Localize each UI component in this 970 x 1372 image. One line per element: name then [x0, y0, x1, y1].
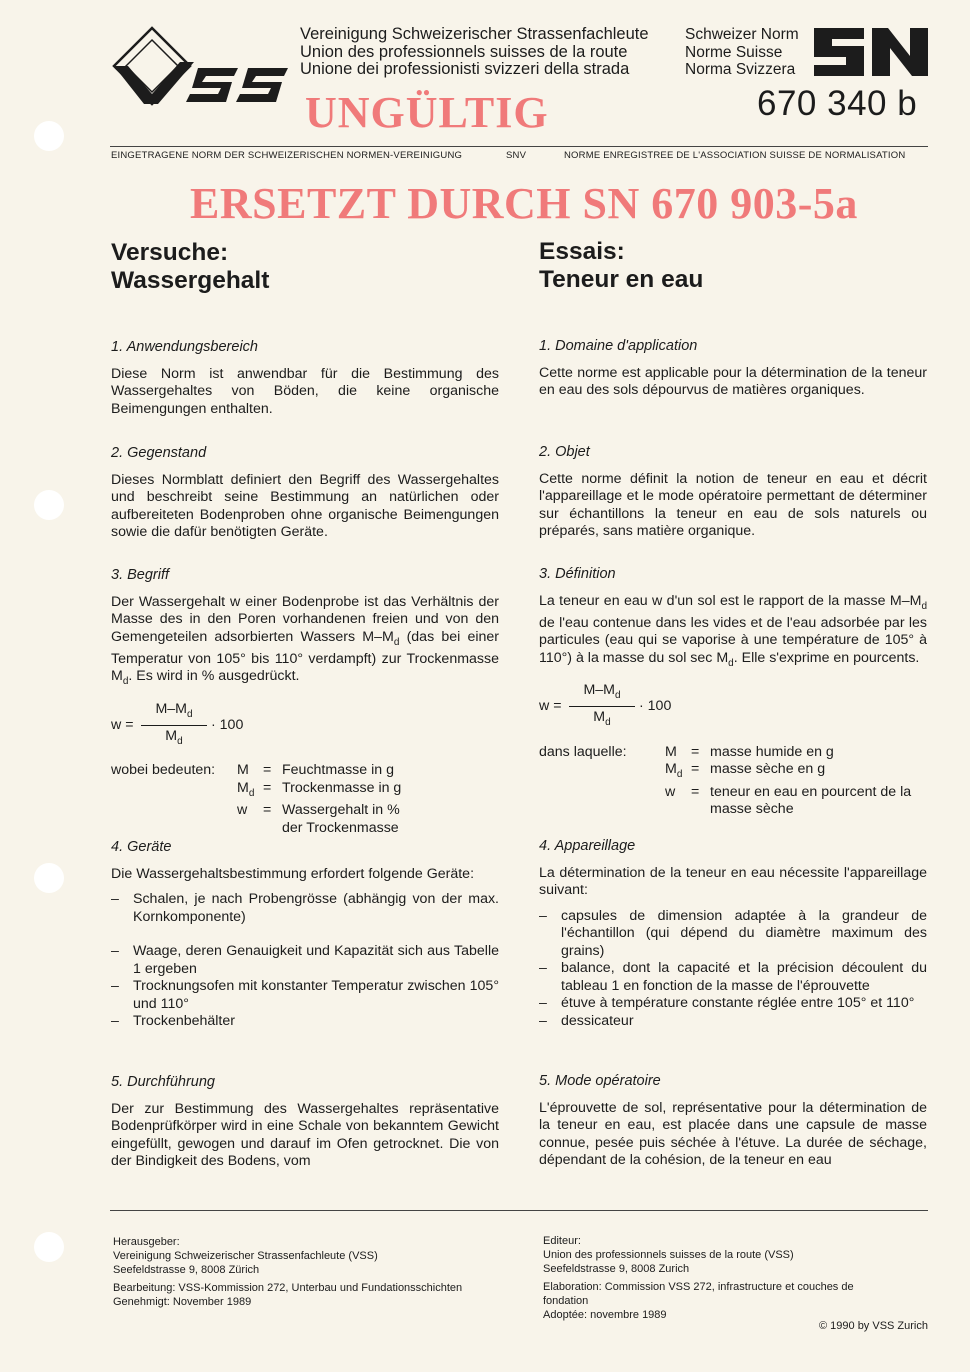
bullet-dash: –	[111, 891, 119, 907]
list-item-text: dessicateur	[561, 1012, 634, 1029]
registration-fr: NORME ENREGISTREE DE L'ASSOCIATION SUISSE DE NORMALISATION	[564, 150, 906, 161]
punch-hole	[34, 490, 64, 520]
section-text: La détermination de la teneur en eau nécessite l'appareillage suivant:	[539, 864, 927, 898]
list-item-text: Trockenbehälter	[133, 1013, 235, 1029]
section-text: Diese Norm ist anwendbar für die Bestimmung des Wassergehaltes von Böden, die keine organische Beimengungen enthalten.	[111, 365, 499, 417]
bullet-dash: –	[539, 995, 547, 1011]
legend-label: wobei bedeuten:	[111, 762, 216, 779]
title-de	[111, 239, 269, 295]
legend-symbol: w	[237, 802, 248, 819]
list-item-text: balance, dont la capacité et la précision découlent du tableau 1 en fonction de la masse de l'éprouvette	[561, 960, 927, 994]
section-definition-fr	[539, 566, 927, 819]
formula-numerator: $M-M_d$	[155, 700, 193, 720]
list-item-text: Trocknungsofen mit konstanter Temperatur zwischen 105° und 110°	[133, 978, 499, 1012]
publisher-label: Herausgeber:	[113, 1236, 180, 1248]
publisher-approved: Adoptée: novembre 1989	[543, 1309, 667, 1321]
legend-equals: =	[691, 761, 700, 778]
list-item-text: capsules de dimension adaptée à la grandeur de l'échantillon (qui dépend du diamètre maximum des grains)	[561, 907, 927, 959]
bullet-dash: –	[539, 907, 547, 924]
section-scope-fr	[539, 338, 927, 400]
registration-snv: SNV	[506, 150, 527, 161]
invalid-stamp: UNGÜLTIG	[305, 88, 549, 137]
formula-denominator: $M_d$	[593, 709, 611, 729]
title-fr	[539, 238, 703, 294]
section-heading: 2. Gegenstand	[111, 445, 207, 461]
section-procedure-fr	[539, 1073, 927, 1170]
punch-hole	[34, 1232, 64, 1262]
water-content-formula	[539, 682, 927, 732]
water-content-formula	[111, 701, 499, 751]
org-name-fr: Union des professionnels suisses de la route	[300, 42, 628, 61]
section-text: Der zur Bestimmung des Wassergehaltes repräsentative Bodenprüfkörper wird in eine Schale von bekanntem Gewicht eingefüllt, gewogen und darauf im Ofen getrocknet. Die von der Bindigkeit des Bodens, vom	[111, 1100, 499, 1169]
section-heading: 5. Mode opératoire	[539, 1073, 661, 1089]
org-name-de: Vereinigung Schweizerischer Strassenfachleute	[300, 25, 649, 43]
legend-description: teneur en eau en pourcent de la masse sèche	[710, 783, 912, 818]
publisher-org: Union des professionnels suisses de la route (VSS)	[543, 1249, 794, 1261]
legend-label: dans laquelle:	[539, 743, 627, 760]
formula-lhs: w =	[111, 716, 134, 733]
formula-rhs: · 100	[211, 716, 244, 733]
copyright: © 1990 by VSS Zurich	[819, 1320, 928, 1332]
section-heading: 5. Durchführung	[111, 1074, 215, 1090]
section-text: L'éprouvette de sol, représentative pour la détermination de la teneur en eau, est placée dans une capsule de masse connue, pesée puis séchée à l'étuve. La durée de séchage, dépendant de la cohésion, de la teneur en eau	[539, 1099, 927, 1168]
punch-hole	[34, 863, 64, 893]
formula-rhs: · 100	[639, 698, 672, 715]
publisher-de	[113, 1235, 498, 1309]
section-heading: 4. Geräte	[111, 839, 172, 855]
section-text: La teneur en eau w d'un sol est le rapport de la masse $M-M_d$ de l'eau contenue dans les vides et de l'eau adsorbée par les particules (eau qui se vaporise à une température de 105° à 110°) à la masse du sol $\sec M_d$. Elle s'exprime en pourcents.	[539, 592, 927, 669]
section-text: Cette norme est applicable pour la détermination de la teneur en eau des sols dépourvus de matières organiques.	[539, 364, 927, 398]
formula-fraction	[141, 701, 207, 751]
publisher-elaboration: Elaboration: Commission VSS 272, infrastructure et couches de fondation	[543, 1281, 854, 1307]
legend-symbol: M	[665, 743, 677, 760]
legend-description: Feuchtmasse in g	[282, 762, 394, 779]
publisher-label: Editeur:	[543, 1235, 581, 1247]
formula-legend	[111, 762, 499, 837]
publisher-address: Seefeldstrasse 9, 8008 Zürich	[113, 1264, 260, 1276]
legend-description: Trockenmasse in g	[282, 779, 402, 796]
list-item-text: Waage, deren Genauigkeit und Kapazität sich aus Tabelle 1 ergeben	[133, 943, 499, 977]
norm-labels	[685, 26, 799, 79]
formula-fraction	[569, 682, 635, 732]
bullet-dash: –	[111, 978, 119, 994]
section-text: Cette norme définit la notion de teneur en eau et décrit l'appareillage et le mode opératoire permettant de déterminer sur échantillons la teneur en eau de sols naturels ou préparés, sans matière organique.	[539, 470, 927, 539]
title-de-line1: Versuche:	[111, 239, 229, 266]
legend-symbol: w	[665, 783, 676, 800]
section-definition-de	[111, 567, 499, 837]
publisher-org: Vereinigung Schweizerischer Strassenfachleute (VSS)	[113, 1250, 378, 1262]
vss-logo	[110, 26, 292, 108]
section-heading: 1. Anwendungsbereich	[111, 339, 258, 355]
title-fr-line1: Essais:	[539, 238, 625, 265]
footer-divider	[110, 1210, 928, 1211]
norm-label-it: Norma Svizzera	[685, 61, 796, 78]
list-item	[539, 908, 927, 961]
legend-equals: =	[263, 779, 272, 796]
section-heading: 3. Begriff	[111, 567, 170, 583]
list-item-text: étuve à température constante réglée entre 105° et 110°	[561, 995, 915, 1011]
legend-symbol: $M_d$	[665, 761, 683, 781]
norm-label-de: Schweizer Norm	[685, 26, 799, 43]
bullet-dash: –	[111, 943, 119, 959]
section-heading: 3. Définition	[539, 566, 616, 582]
legend-equals: =	[691, 783, 700, 800]
organisation-names	[300, 26, 649, 79]
publisher-address: Seefeldstrasse 9, 8008 Zurich	[543, 1263, 690, 1275]
section-text: Die Wassergehaltsbestimmung erfordert folgende Geräte:	[111, 865, 475, 882]
list-item	[111, 978, 499, 1013]
formula-lhs: w =	[539, 698, 562, 715]
publisher-approved: Genehmigt: November 1989	[113, 1296, 252, 1308]
section-heading: 4. Appareillage	[539, 838, 636, 854]
formula-denominator: $M_d$	[165, 727, 183, 747]
section-text: Dieses Normblatt definiert den Begriff des Wassergehaltes und beschreibt seine Bestimmung an natürlichen oder aufbereiteten Bodenproben ohne organische Beimengungen sowie die dafür benötigten Geräte.	[111, 471, 499, 540]
publisher-fr	[543, 1234, 888, 1322]
bullet-dash: –	[539, 1012, 547, 1029]
legend-equals: =	[263, 802, 272, 819]
org-name-it: Unione dei professionisti svizzeri della strada	[300, 60, 630, 78]
section-subject-fr	[539, 444, 927, 541]
bullet-dash: –	[111, 1013, 119, 1029]
list-item	[539, 960, 927, 995]
legend-description: masse humide en g	[710, 743, 834, 760]
legend-equals: =	[263, 762, 272, 779]
list-item	[539, 995, 927, 1013]
title-fr-line2: Teneur en eau	[539, 266, 704, 293]
bullet-dash: –	[539, 960, 547, 976]
section-heading: 2. Objet	[539, 444, 590, 460]
section-text: Der Wassergehalt w einer Bodenprobe ist das Verhältnis der Masse des in den Poren vorhandenen freien und von den Gemengeteilen adsorbierten Wassers $M-M_d$ (das bei einer Temperatur von 105° bis 110° verdampft) zur Trockenmasse $M_d$. Es wird in % ausgedrückt.	[111, 593, 500, 688]
legend-grid	[237, 762, 402, 837]
section-equipment-de	[111, 839, 499, 1031]
section-heading: 1. Domaine d'application	[539, 338, 698, 354]
legend-description: Wassergehalt in % der Trockenmasse	[282, 802, 400, 836]
header-divider	[110, 146, 928, 147]
punch-hole	[34, 121, 64, 151]
replaced-by-stamp: ERSETZT DURCH SN 670 903-5a	[190, 179, 858, 228]
section-equipment-fr	[539, 838, 927, 1030]
norm-label-fr: Norme Suisse	[685, 43, 783, 61]
formula-legend	[539, 744, 927, 819]
list-item	[111, 943, 499, 978]
formula-numerator: $M-M_d$	[583, 682, 621, 701]
section-scope-de	[111, 339, 499, 418]
section-subject-de	[111, 445, 499, 542]
legend-symbol: M	[237, 762, 249, 779]
sn-logo	[812, 26, 930, 78]
list-item	[111, 891, 499, 926]
legend-description: masse sèche en g	[710, 761, 826, 778]
list-item-text: Schalen, je nach Probengrösse (abhängig von der max. Kornkomponente)	[133, 891, 499, 925]
list-item	[111, 1013, 499, 1031]
registration-de: EINGETRAGENE NORM DER SCHWEIZERISCHEN NORMEN-VEREINIGUNG	[111, 150, 463, 161]
legend-symbol: $M_d$	[237, 779, 255, 799]
title-de-line2: Wassergehalt	[111, 267, 270, 294]
section-procedure-de	[111, 1074, 499, 1171]
legend-grid	[665, 744, 925, 819]
publisher-elaboration: Bearbeitung: VSS-Kommission 272, Unterbau und Fundationsschichten	[113, 1282, 463, 1294]
legend-equals: =	[691, 743, 700, 760]
list-item	[539, 1013, 927, 1031]
norm-number: 670 340 b	[757, 84, 918, 123]
